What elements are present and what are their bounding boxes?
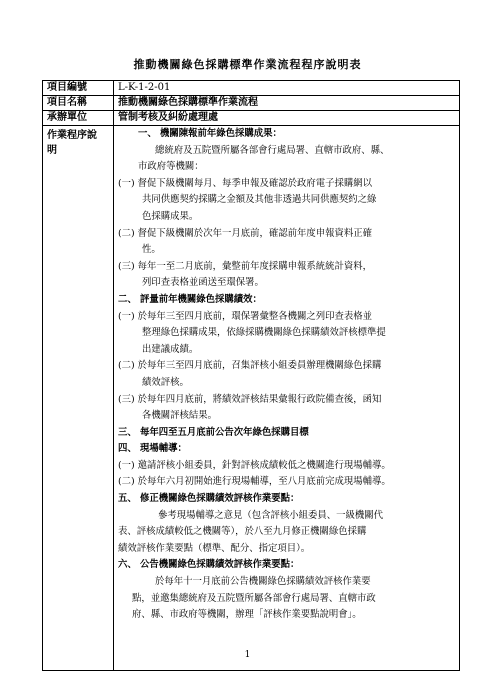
procedure-line: (二) 督促下級機關於次年一月底前，確認前年度申報資料正確 [118,227,373,239]
unit-label: 承辦單位 [43,111,114,126]
procedure-line: 三、 每年四至五月底前公告次年綠色採購目標 [118,426,309,438]
procedure-label [43,126,114,671]
row-item-code [43,81,460,96]
procedure-line: 二、 評量前年機關綠色採購績效： [118,293,262,305]
document-title: 推動機關綠色採購標準作業流程程序說明表 [133,58,362,71]
procedure-line: 點，並邀集總統府及五院暨所屬各部會行處局署、直轄市政 [132,592,376,604]
procedure-line: (一) 邀請評核小組委員，針對評核成績較低之機關進行現場輔導。 [118,459,391,471]
item-name-label: 項目名稱 [43,96,114,111]
procedure-line: 府、縣、市政府等機關，辦理「評核作業要點說明會」。 [132,609,362,621]
procedure-line: 各機關評核結果。 [142,410,218,422]
procedure-line: 一、 機關陳報前年綠色採購成果： [138,128,282,139]
row-unit [43,111,460,126]
procedure-table [42,80,460,671]
procedure-line: (一) 督促下級機關每月、每季申報及確認於政府電子採購網以 [118,177,373,189]
procedure-line: 表、評核成績較低之機關等），於八至九月修正機關綠色採購 [118,526,367,538]
procedure-line: 績效評核。 [142,376,189,388]
row-item-name [43,96,460,111]
procedure-line: 色採購成果。 [142,210,199,222]
row-procedure [43,126,460,671]
procedure-line: 六、 公告機關綠色採購績效評核作業要點： [118,559,300,571]
procedure-line: 四、 現場輔導： [118,443,187,455]
procedure-line: (二) 於每年六月初開始進行現場輔導，至八月底前完成現場輔導。 [118,476,391,488]
procedure-line: (三) 於每年四月底前，將績效評核結果彙報行政院備查後，函知 [118,393,382,405]
procedure-line: 性。 [142,244,161,256]
procedure-line: 出建議成績。 [142,343,199,355]
procedure-line: (一) 於每年三至四月底前，環保署彙整各機關之列印查表格並 [118,310,373,322]
procedure-line: 市政府等機關： [138,161,204,173]
item-code-label: 項目編號 [43,81,114,96]
procedure-line: 績效評核作業要點（標準、配分、指定項目）。 [118,542,311,554]
item-name-value: 推動機關綠色採購標準作業流程 [114,96,460,111]
procedure-line: (三) 每年一至二月底前，彙整前年度採購申報系統統計資料， [118,260,373,272]
procedure-label-line-2: 明 [47,145,57,156]
procedure-line: 五、 修正機關綠色採購績效評核作業要點： [118,493,300,505]
page-number: 1 [244,650,251,660]
item-code-value: L-K-1-2-01 [114,81,460,96]
procedure-line: 列印查表格並函送至環保署。 [142,277,264,289]
procedure-line: 整理綠色採購成果，依綠採購機關綠色採購績效評核標準提 [142,327,386,339]
procedure-line: 參考現場輔導之意見（包含評核小組委員、一級機關代 [158,509,384,521]
procedure-description [114,126,460,671]
procedure-line: 共同供應契約採購之金額及其他非透過共同供應契約之綠 [142,194,377,206]
procedure-line: (二) 於每年三至四月底前，召集評核小組委員辦理機關綠色採購 [118,360,382,372]
procedure-line: 於每年十一月底前公告機關綠色採購績效評核作業要 [155,576,371,588]
procedure-line: 總統府及五院暨所屬各部會行處局署、直轄市政府、縣、 [155,144,390,156]
procedure-label-line-1: 作業程序說 [47,130,97,141]
unit-value: 管制考核及糾紛處理處 [114,111,460,126]
